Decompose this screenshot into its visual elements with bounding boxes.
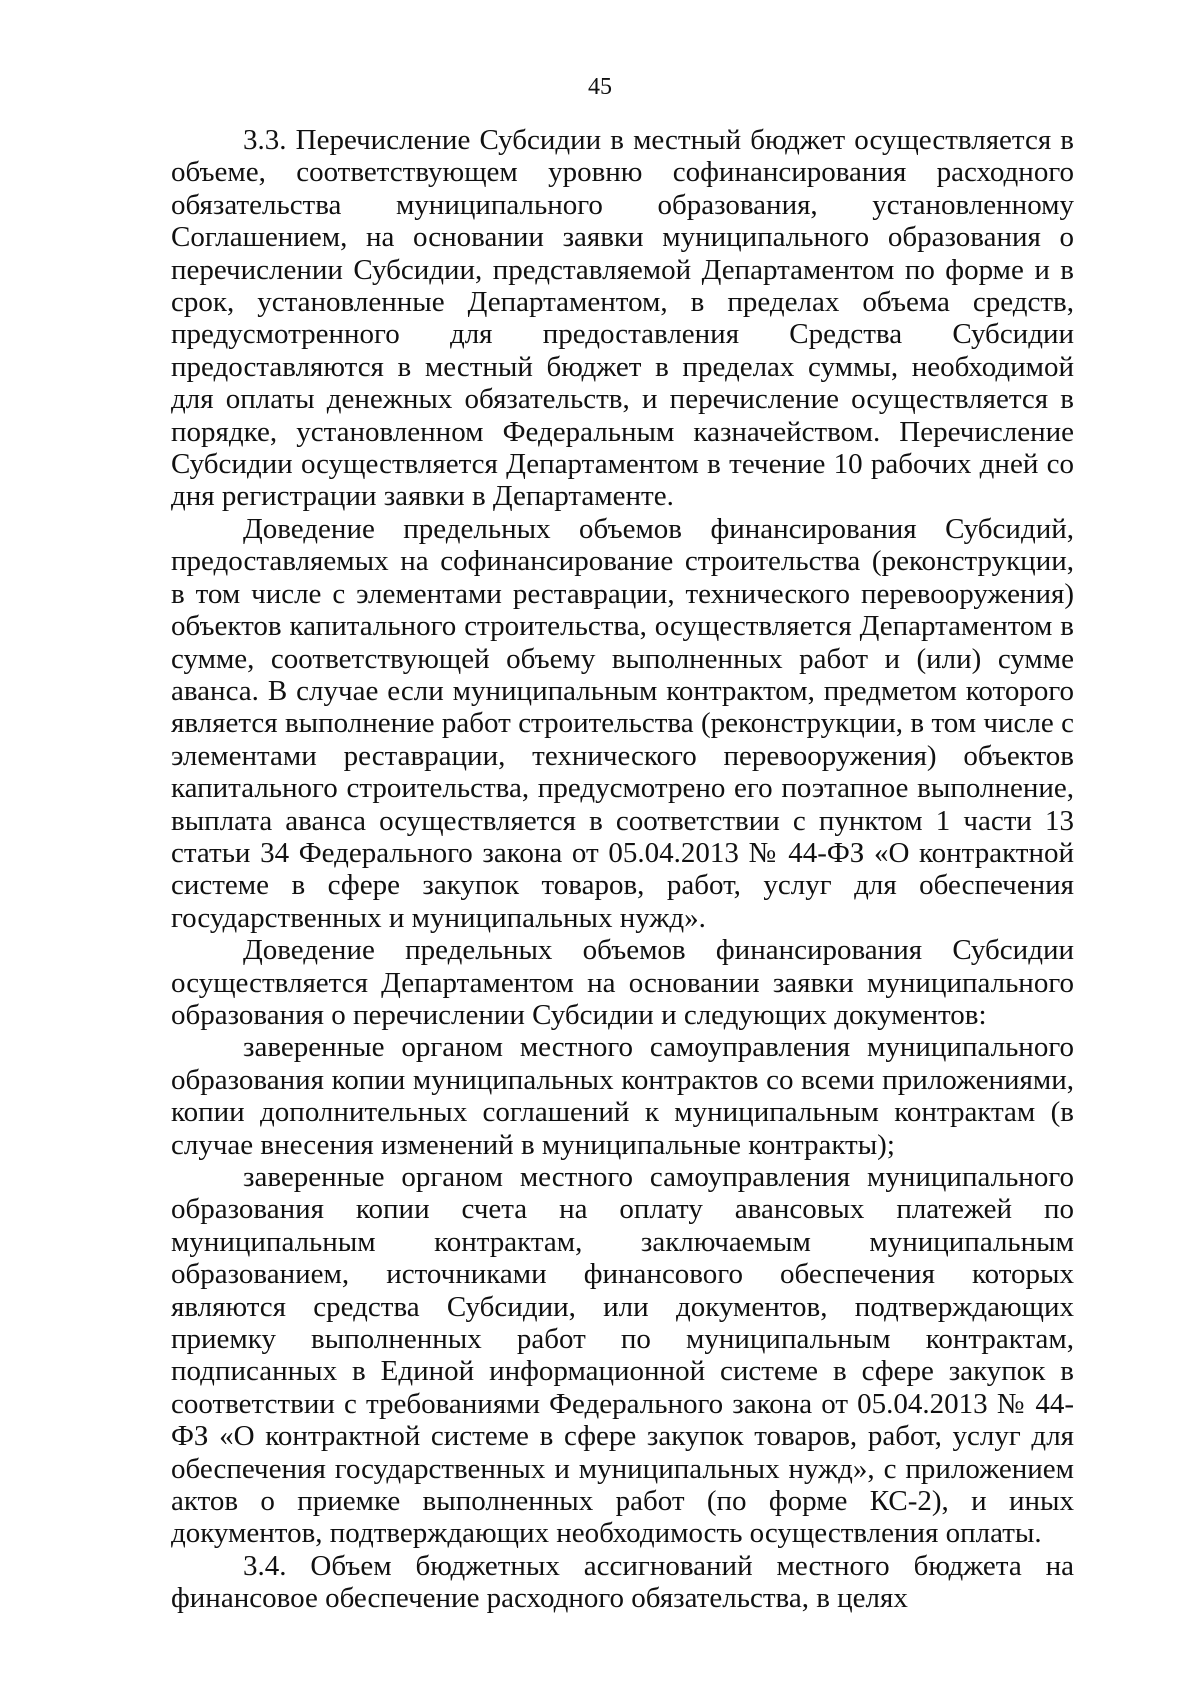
page-number: 45 [588,74,612,100]
paragraph-3-3: 3.3. Перечисление Субсидии в местный бюджет осуществляется в объеме, соответствующем уровню софинансирования расходного обязательства муниципального образования, установленному Соглашением, на основании заявки муниципального образования о перечислении Субсидии, представляемой Департаментом по форме и в срок, установленные Департаментом, в пределах объема средств, предусмотренного для предоставления Средства Субсидии предоставляются в местный бюджет в пределах суммы, необходимой для оплаты денежных обязательств, и перечисление осуществляется в порядке, установленном Федеральным казначейством. Перечисление Субсидии осуществляется Департаментом в течение 10 рабочих дней со дня регистрации заявки в Департаменте. [171,124,1074,513]
paragraph-certified-contract-copies: заверенные органом местного самоуправления муниципального образования копии муниципальных контрактов со всеми приложениями, копии дополнительных соглашений к муниципальным контрактам (в случае внесения изменений в муниципальные контракты); [171,1031,1074,1161]
document-body [171,124,1074,1615]
paragraph-subsidy-funding-basis: Доведение предельных объемов финансирования Субсидии осуществляется Департаментом на основании заявки муниципального образования о перечислении Субсидии и следующих документов: [171,934,1074,1031]
paragraph-certified-invoice-copies: заверенные органом местного самоуправления муниципального образования копии счета на оплату авансовых платежей по муниципальным контрактам, заключаемым муниципальным образованием, источниками финансового обеспечения которых являются средства Субсидии, или документов, подтверждающих приемку выполненных работ по муниципальным контрактам, подписанных в Единой информационной системе в сфере закупок в соответствии с требованиями Федерального закона от 05.04.2013 № 44-ФЗ «О контрактной системе в сфере закупок товаров, работ, услуг для обеспечения государственных и муниципальных нужд», с приложением актов о приемке выполненных работ (по форме КС-2), и иных документов, подтверждающих необходимость осуществления оплаты. [171,1161,1074,1550]
paragraph-subsidies-funding-limits: Доведение предельных объемов финансирования Субсидий, предоставляемых на софинансирование строительства (реконструкции, в том числе с элементами реставрации, технического перевооружения) объектов капитального строительства, осуществляется Департаментом в сумме, соответствующей объему выполненных работ и (или) сумме аванса. В случае если муниципальным контрактом, предметом которого является выполнение работ строительства (реконструкции, в том числе с элементами реставрации, технического перевооружения) объектов капитального строительства, предусмотрено его поэтапное выполнение, выплата аванса осуществляется в соответствии с пунктом 1 части 13 статьи 34 Федерального закона от 05.04.2013 № 44-ФЗ «О контрактной системе в сфере закупок товаров, работ, услуг для обеспечения государственных и муниципальных нужд». [171,512,1074,934]
paragraph-3-4: 3.4. Объем бюджетных ассигнований местного бюджета на финансовое обеспечение расходного обязательства, в целях [171,1549,1074,1615]
